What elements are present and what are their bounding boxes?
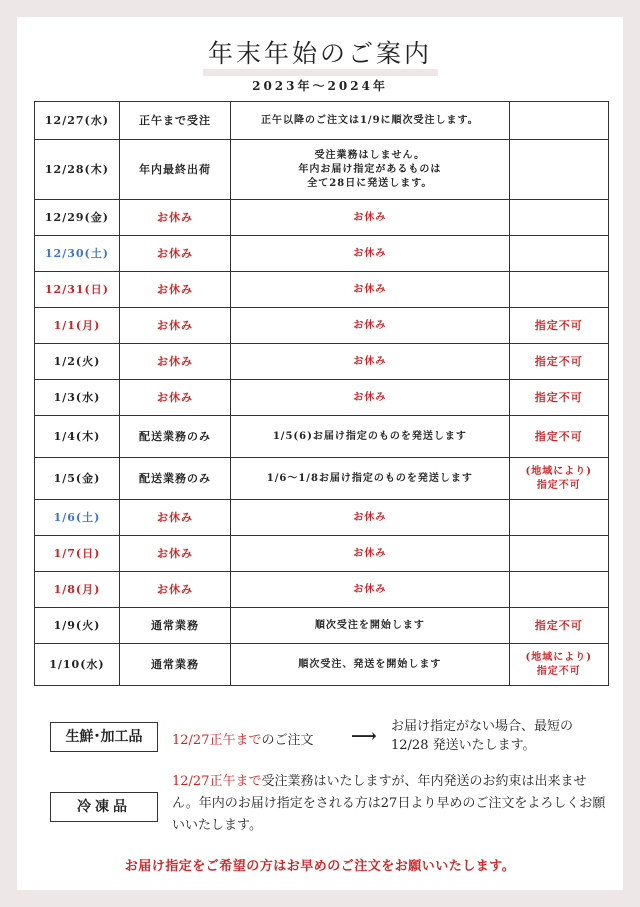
- schedule-date: 1/1(月): [35, 308, 120, 344]
- schedule-note: [509, 236, 608, 272]
- schedule-date: 1/3(水): [35, 380, 120, 416]
- frozen-highlight: 12/27正午まで: [172, 774, 262, 789]
- schedule-detail: 順次受注を開始します: [231, 608, 509, 644]
- frozen-label: 冷凍品: [50, 792, 158, 822]
- page-title: 年末年始のご案内: [207, 39, 432, 68]
- closing-message: お届け指定をご希望の方はお早めのご注文をお願いいたします。: [124, 859, 516, 874]
- schedule-date: 12/31(日): [35, 272, 120, 308]
- schedule-note: (地域により) 指定不可: [509, 644, 608, 686]
- schedule-row: [35, 644, 609, 686]
- schedule-detail: お休み: [231, 272, 509, 308]
- schedule-detail: お休み: [231, 536, 509, 572]
- schedule-status: 正午まで受注: [119, 102, 230, 140]
- schedule-row: [35, 608, 609, 644]
- schedule-status: お休み: [119, 200, 230, 236]
- schedule-row: [35, 272, 609, 308]
- schedule-detail: 1/6～1/8お届け指定のものを発送します: [231, 458, 509, 500]
- schedule-detail: 順次受注、発送を開始します: [231, 644, 509, 686]
- schedule-note: [509, 140, 608, 200]
- schedule-status: 配送業務のみ: [119, 458, 230, 500]
- schedule-date: 1/5(金): [35, 458, 120, 500]
- schedule-detail: お休み: [231, 500, 509, 536]
- page-subtitle: 2023年～2024年: [252, 79, 388, 93]
- schedule-row: [35, 102, 609, 140]
- schedule-row: [35, 572, 609, 608]
- schedule-status: お休み: [119, 308, 230, 344]
- schedule-row: [35, 200, 609, 236]
- schedule-status: 年内最終出荷: [119, 140, 230, 200]
- schedule-detail: 受注業務はしません。 年内お届け指定があるものは 全て28日に発送します。: [231, 140, 509, 200]
- schedule-status: 通常業務: [119, 608, 230, 644]
- schedule-date: 1/10(水): [35, 644, 120, 686]
- schedule-detail: お休み: [231, 200, 509, 236]
- schedule-note: [509, 500, 608, 536]
- schedule-date: 1/6(土): [35, 500, 120, 536]
- fresh-ship-line-1: お届け指定がない場合、最短の: [391, 719, 574, 734]
- title-underline: [203, 69, 438, 76]
- schedule-row: [35, 416, 609, 458]
- schedule-date: 12/27(水): [35, 102, 120, 140]
- fresh-ship-text: [391, 717, 573, 755]
- schedule-row: [35, 458, 609, 500]
- schedule-detail: お休み: [231, 380, 509, 416]
- schedule-status: 通常業務: [119, 644, 230, 686]
- schedule-detail: お休み: [231, 308, 509, 344]
- schedule-row: [35, 500, 609, 536]
- schedule-date: 1/4(木): [35, 416, 120, 458]
- right-arrow-icon: ⟶: [351, 726, 377, 747]
- schedule-row: [35, 380, 609, 416]
- schedule-date: 1/8(月): [35, 572, 120, 608]
- schedule-row: [35, 344, 609, 380]
- schedule-detail: お休み: [231, 236, 509, 272]
- schedule-note: 指定不可: [509, 416, 608, 458]
- schedule-body: [35, 102, 609, 686]
- schedule-note: 指定不可: [509, 344, 608, 380]
- schedule-row: [35, 308, 609, 344]
- frozen-body: 受注業務はいたしますが、年内発送のお約束は出来ません。年内のお届け指定をされる方は27日より早めのご注文をよろしくお願いいたします。: [172, 774, 606, 833]
- fresh-label: 生鮮･加工品: [50, 722, 158, 752]
- schedule-note: [509, 102, 608, 140]
- schedule-detail: 正午以降のご注文は1/9に順次受注します。: [231, 102, 509, 140]
- schedule-status: お休み: [119, 500, 230, 536]
- schedule-detail: お休み: [231, 572, 509, 608]
- schedule-row: [35, 140, 609, 200]
- schedule-detail: 1/5(6)お届け指定のものを発送します: [231, 416, 509, 458]
- schedule-status: お休み: [119, 572, 230, 608]
- schedule-date: 1/2(火): [35, 344, 120, 380]
- schedule-status: お休み: [119, 380, 230, 416]
- schedule-detail: お休み: [231, 344, 509, 380]
- schedule-row: [35, 236, 609, 272]
- notice-page: [17, 17, 623, 890]
- schedule-date: 12/30(土): [35, 236, 120, 272]
- schedule-table: [34, 101, 609, 686]
- schedule-date: 12/29(金): [35, 200, 120, 236]
- fresh-order-highlight: 12/27正午まで: [172, 733, 262, 748]
- schedule-date: 12/28(木): [35, 140, 120, 200]
- schedule-note: [509, 200, 608, 236]
- schedule-note: [509, 572, 608, 608]
- frozen-text: [172, 771, 608, 837]
- schedule-status: お休み: [119, 344, 230, 380]
- schedule-note: 指定不可: [509, 380, 608, 416]
- schedule-status: お休み: [119, 272, 230, 308]
- fresh-order-text: [172, 729, 313, 748]
- schedule-date: 1/9(火): [35, 608, 120, 644]
- fresh-order-rest: のご注文: [261, 733, 314, 748]
- schedule-status: 配送業務のみ: [119, 416, 230, 458]
- schedule-status: お休み: [119, 536, 230, 572]
- schedule-status: お休み: [119, 236, 230, 272]
- schedule-date: 1/7(日): [35, 536, 120, 572]
- schedule-note: (地域により) 指定不可: [509, 458, 608, 500]
- schedule-note: [509, 536, 608, 572]
- fresh-ship-line-2: 12/28 発送いたします。: [391, 738, 536, 753]
- schedule-note: 指定不可: [509, 308, 608, 344]
- schedule-note: [509, 272, 608, 308]
- schedule-row: [35, 536, 609, 572]
- schedule-note: 指定不可: [509, 608, 608, 644]
